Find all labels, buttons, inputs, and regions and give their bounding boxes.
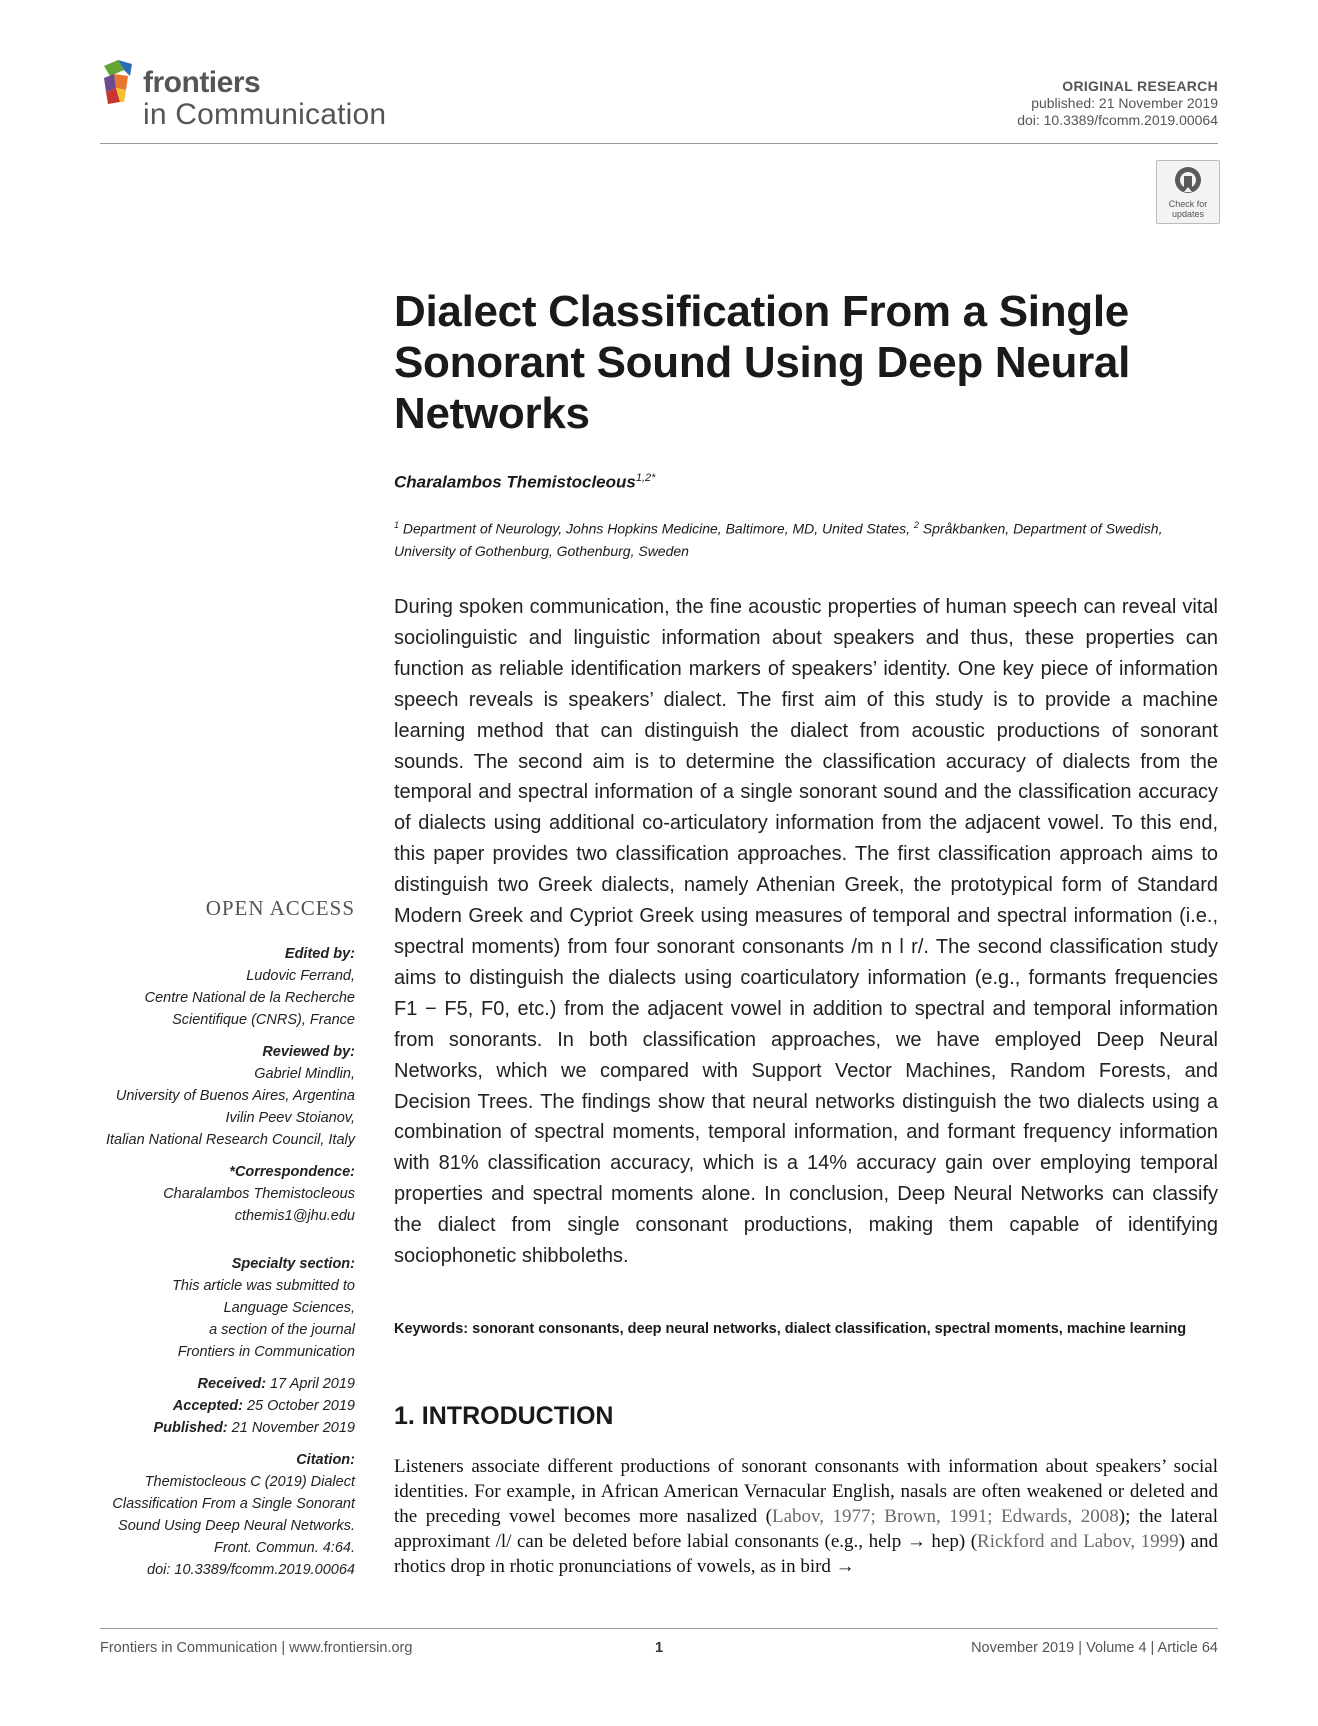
accepted-label: Accepted: (172, 1398, 243, 1414)
received-label: Received: (197, 1376, 267, 1392)
reviewer-line: University of Buenos Aires, Argentina (115, 1088, 355, 1104)
affiliation-1: Department of Neurology, Johns Hopkins Medicine, Baltimore, MD, United States, (402, 520, 910, 537)
citation-label: Citation: (296, 1452, 355, 1468)
check-updates-label: Check for updates (1168, 199, 1208, 219)
introduction-heading: 1. INTRODUCTION (394, 1402, 614, 1430)
specialty-section (90, 1253, 355, 1363)
intro-text-1: Listeners associate different productions of sonorant consonants with information about speakers’ social identities. For example, in African American Vernacular English, nasals are often weakened or deleted and the preceding vowel becomes more nasalized ( (394, 1456, 1218, 1527)
header-divider (100, 143, 1218, 144)
article-doi[interactable]: doi: 10.3389/fcomm.2019.00064 (1017, 112, 1218, 128)
correspondence-section (90, 1161, 355, 1227)
citation-line: Themistocleous C (2019) Dialect (144, 1474, 355, 1490)
introduction-paragraph (394, 1454, 1218, 1579)
author-marks: 1,2* (635, 472, 656, 484)
received-row (90, 1373, 355, 1395)
specialty-line: Language Sciences, (223, 1300, 355, 1316)
crossmark-icon (1173, 165, 1203, 197)
citation-link-2[interactable]: Rickford and Labov, 1999 (977, 1531, 1179, 1552)
correspondence-email[interactable]: cthemis1@jhu.edu (234, 1208, 355, 1224)
citation-doi[interactable]: doi: 10.3389/fcomm.2019.00064 (147, 1562, 355, 1578)
specialty-line: This article was submitted to (172, 1278, 355, 1294)
brand-name: frontiers (143, 66, 261, 99)
article-title: Dialect Classification From a Single Sonorant Sound Using Deep Neural Networks (394, 287, 1131, 438)
correspondence-name: Charalambos Themistocleous (163, 1186, 355, 1202)
editor-line: Scientifique (CNRS), France (172, 1012, 355, 1028)
check-for-updates-button[interactable] (1156, 160, 1220, 224)
citation-line: Front. Commun. 4:64. (213, 1540, 355, 1556)
affiliation-1-mark: 1 (394, 520, 400, 530)
received-date: 17 April 2019 (270, 1376, 355, 1392)
reviewer-line[interactable]: Gabriel Mindlin, (254, 1066, 355, 1082)
specialty-line: Frontiers in Communication (177, 1344, 355, 1360)
affiliation-2: Språkbanken, Department of Swedish, University of Gothenburg, Gothenburg, Sweden (394, 520, 1163, 559)
footer-journal-link[interactable]: Frontiers in Communication | www.frontiersin.org (100, 1640, 413, 1656)
edited-by-section (90, 943, 355, 1031)
specialty-line: a section of the journal (209, 1322, 355, 1338)
article-meta-header (1017, 78, 1218, 129)
frontiers-logo-icon (100, 58, 140, 106)
accepted-date: 25 October 2019 (246, 1398, 355, 1414)
keywords: Keywords: sonorant consonants, deep neural networks, dialect classification, spectral moments, machine learning (394, 1321, 1187, 1337)
dates-section (90, 1373, 355, 1439)
affiliation-2-mark: 2 (913, 520, 919, 530)
citation-line: Classification From a Single Sonorant (112, 1496, 355, 1512)
footer-issue-info: November 2019 | Volume 4 | Article 64 (971, 1640, 1218, 1656)
citation-section (90, 1449, 355, 1581)
editor-line: Centre National de la Recherche (144, 990, 355, 1006)
author-name[interactable]: Charalambos Themistocleous (394, 472, 636, 492)
citation-link-1[interactable]: Labov, 1977; Brown, 1991; Edwards, 2008 (772, 1506, 1119, 1527)
intro-text-2: ); the lateral approximant /l/ can be deleted before labial consonants (e.g., help → hep) ( (394, 1506, 1219, 1552)
intro-text-3: ) and rhotics drop in rhotic pronunciations of vowels, as in bird → (394, 1531, 1218, 1577)
reviewer-line: Italian National Research Council, Italy (105, 1132, 355, 1148)
article-type: ORIGINAL RESEARCH (1062, 78, 1218, 94)
author-line (394, 472, 655, 493)
specialty-label: Specialty section: (231, 1256, 355, 1272)
page-number: 1 (654, 1640, 664, 1656)
accepted-row (90, 1395, 355, 1417)
published-row (90, 1417, 355, 1439)
published-date: published: 21 November 2019 (1031, 95, 1218, 111)
published-label: Published: (153, 1420, 228, 1436)
brand-subtitle: in Communication (143, 98, 387, 131)
reviewer-line[interactable]: Ivilin Peev Stoianov, (225, 1110, 355, 1126)
reviewed-by-section (90, 1041, 355, 1151)
open-access-label: OPEN ACCESS (205, 896, 355, 920)
affiliations (394, 514, 1224, 562)
correspondence-label: *Correspondence: (229, 1164, 355, 1180)
citation-line: Sound Using Deep Neural Networks. (118, 1518, 355, 1534)
footer-divider (100, 1628, 1218, 1629)
edited-by-label: Edited by: (284, 946, 355, 962)
reviewed-by-label: Reviewed by: (262, 1044, 355, 1060)
editor-line[interactable]: Ludovic Ferrand, (246, 968, 355, 984)
published-date-side: 21 November 2019 (231, 1420, 355, 1436)
abstract: During spoken communication, the fine acoustic properties of human speech can reveal vital sociolinguistic and linguistic information about speakers and thus, these properties can function as reliable identification markers of speakers’ identity. One key piece of information speech reveals is speakers’ dialect. The first aim of this study is to provide a machine learning method that can distinguish the dialect from acoustic productions of sonorant sounds. The second aim is to determine the classification accuracy of dialects from the temporal and spectral information of a single sonorant sound and the classification accuracy of dialects using additional co-articulatory information from the adjacent vowel. To this end, this paper provides two classification approaches. The first classification approach aims to distinguish two Greek dialects, namely Athenian Greek, the prototypical form of Standard Modern Greek and Cypriot Greek using measures of temporal and spectral information (i.e., spectral moments) from four sonorant consonants /m n l r/. The second classification study aims to distinguish the dialects using coarticulatory information (e.g., formants frequencies F1 − F5, F0, etc.) from the adjacent vowel in addition to spectral and temporal information from sonorants. In both classification approaches, we have employed Deep Neural Networks, which we compared with Support Vector Machines, Random Forests, and Decision Trees. The findings show that neural networks distinguish the two dialects using a combination of spectral moments, temporal information, and formant frequency information with 81% classification accuracy, which is a 14% accuracy gain over employing temporal properties and spectral moments alone. In conclusion, Deep Neural Networks can classify the dialect from single consonant productions, making them capable of identifying sociophonetic shibboleths. (394, 596, 1218, 1268)
